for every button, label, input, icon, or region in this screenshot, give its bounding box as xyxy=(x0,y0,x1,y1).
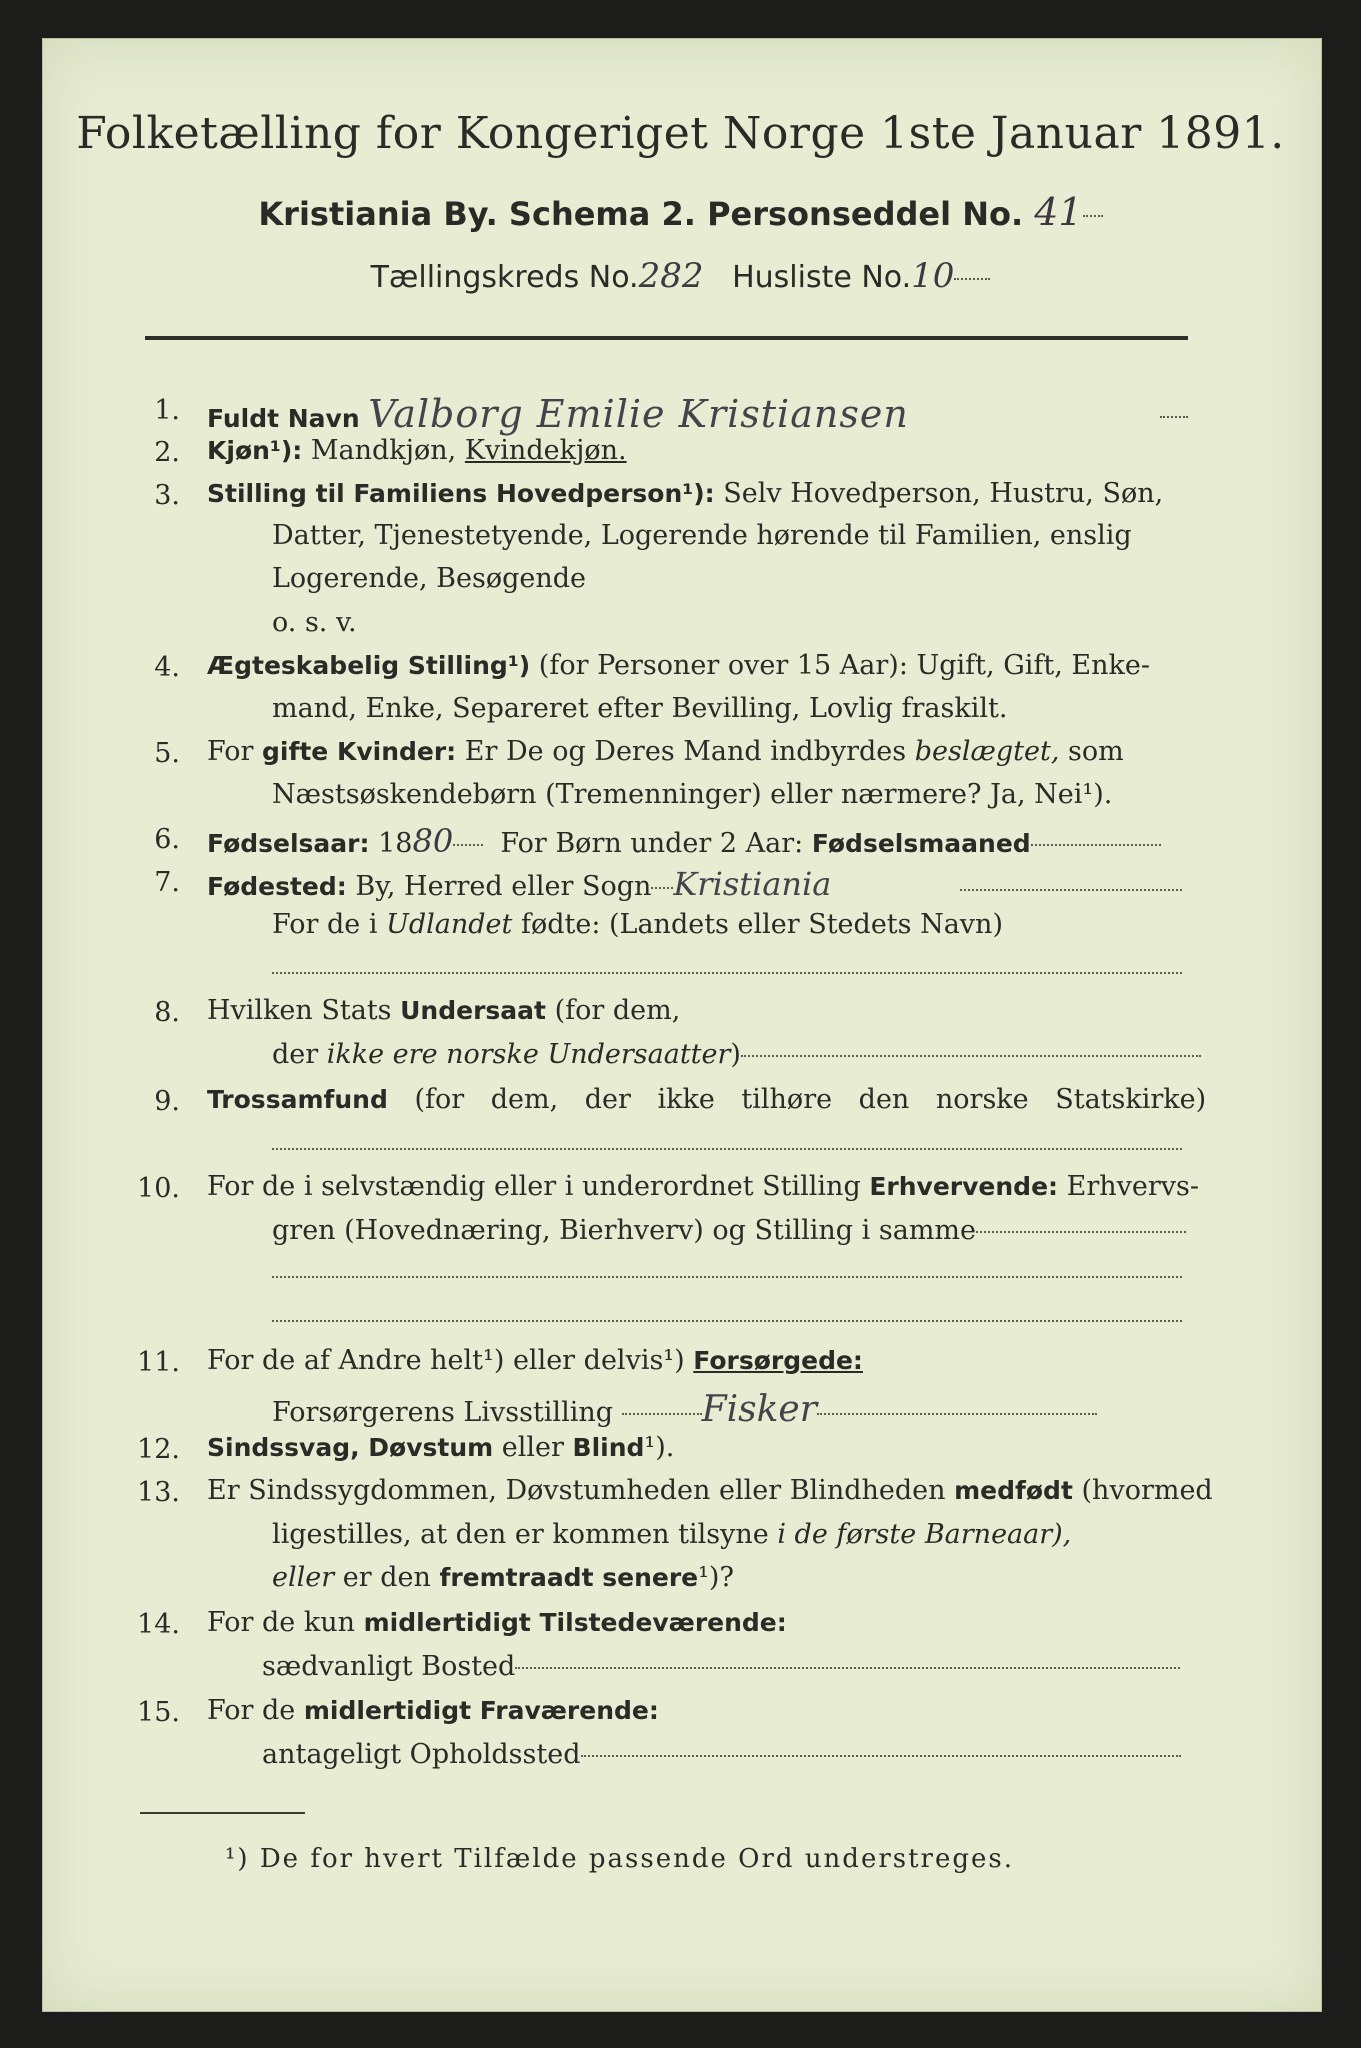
birth-year-value: 80 xyxy=(412,822,454,860)
sex-selected: Kvindekjøn. xyxy=(464,435,627,466)
form-district-line: Tællingskreds No.282 Husliste No.10 xyxy=(0,256,1361,296)
q2-sex: Kjøn¹): Mandkjøn, Kvindekjøn. xyxy=(207,435,627,466)
q11-supported: For de af Andre helt¹) eller delvis¹) Forsørgede: xyxy=(207,1345,863,1376)
taellingskreds-number: 282 xyxy=(638,256,704,296)
q8-citizenship: Hvilken Stats Undersaat (for dem, xyxy=(207,995,681,1026)
q10-occupation: For de i selvstændig eller i underordnet Stilling Erhvervende: Erhvervs- xyxy=(207,1171,1200,1202)
q7-birthplace: Fødested: By, Herred eller Sogn Kristiania xyxy=(207,865,832,903)
q13-congenital: Er Sindssygdommen, Døvstumheden eller Blindheden medfødt (hvormed xyxy=(207,1475,1213,1506)
q1-full-name: Fuldt Navn Valborg Emilie Kristiansen xyxy=(207,392,909,436)
supporter-occupation-value: Fisker xyxy=(701,1389,817,1430)
footnote: ¹) De for hvert Tilfælde passende Ord understreges. xyxy=(225,1844,1015,1874)
header-divider xyxy=(145,336,1188,340)
q6-birth-year: Fødselsaar: 1880 For Børn under 2 Aar: Fødselsmaaned xyxy=(207,822,1161,860)
q5-married-women: For gifte Kvinder: Er De og Deres Mand indbyrdes beslægtet, som xyxy=(207,736,1124,767)
footnote-divider xyxy=(140,1812,305,1814)
q12-disability: Sindssvag, Døvstum eller Blind¹). xyxy=(207,1432,675,1463)
q14-temporarily-present: For de kun midlertidigt Tilstedeværende: xyxy=(207,1607,787,1638)
husliste-number: 10 xyxy=(911,256,955,296)
q15-temporarily-absent: For de midlertidigt Fraværende: xyxy=(207,1695,659,1726)
personseddel-number: 41 xyxy=(1034,190,1083,234)
q4-marital-status: Ægteskabelig Stilling¹) (for Personer over 15 Aar): Ugift, Gift, Enke- xyxy=(207,650,1150,681)
birthplace-value: Kristiania xyxy=(673,865,832,903)
q3-family-position: Stilling til Familiens Hovedperson¹): Selv Hovedperson, Hustru, Søn, xyxy=(207,478,1164,509)
full-name-value: Valborg Emilie Kristiansen xyxy=(368,392,909,436)
form-title: Folketælling for Kongeriget Norge 1ste Januar 1891. xyxy=(76,108,1285,159)
q9-religion: Trossamfund (for dem, der ikke tilhøre den norske Statskirke) xyxy=(207,1084,1207,1115)
form-subtitle: Kristiania By. Schema 2. Personseddel No. 41 xyxy=(0,190,1361,234)
